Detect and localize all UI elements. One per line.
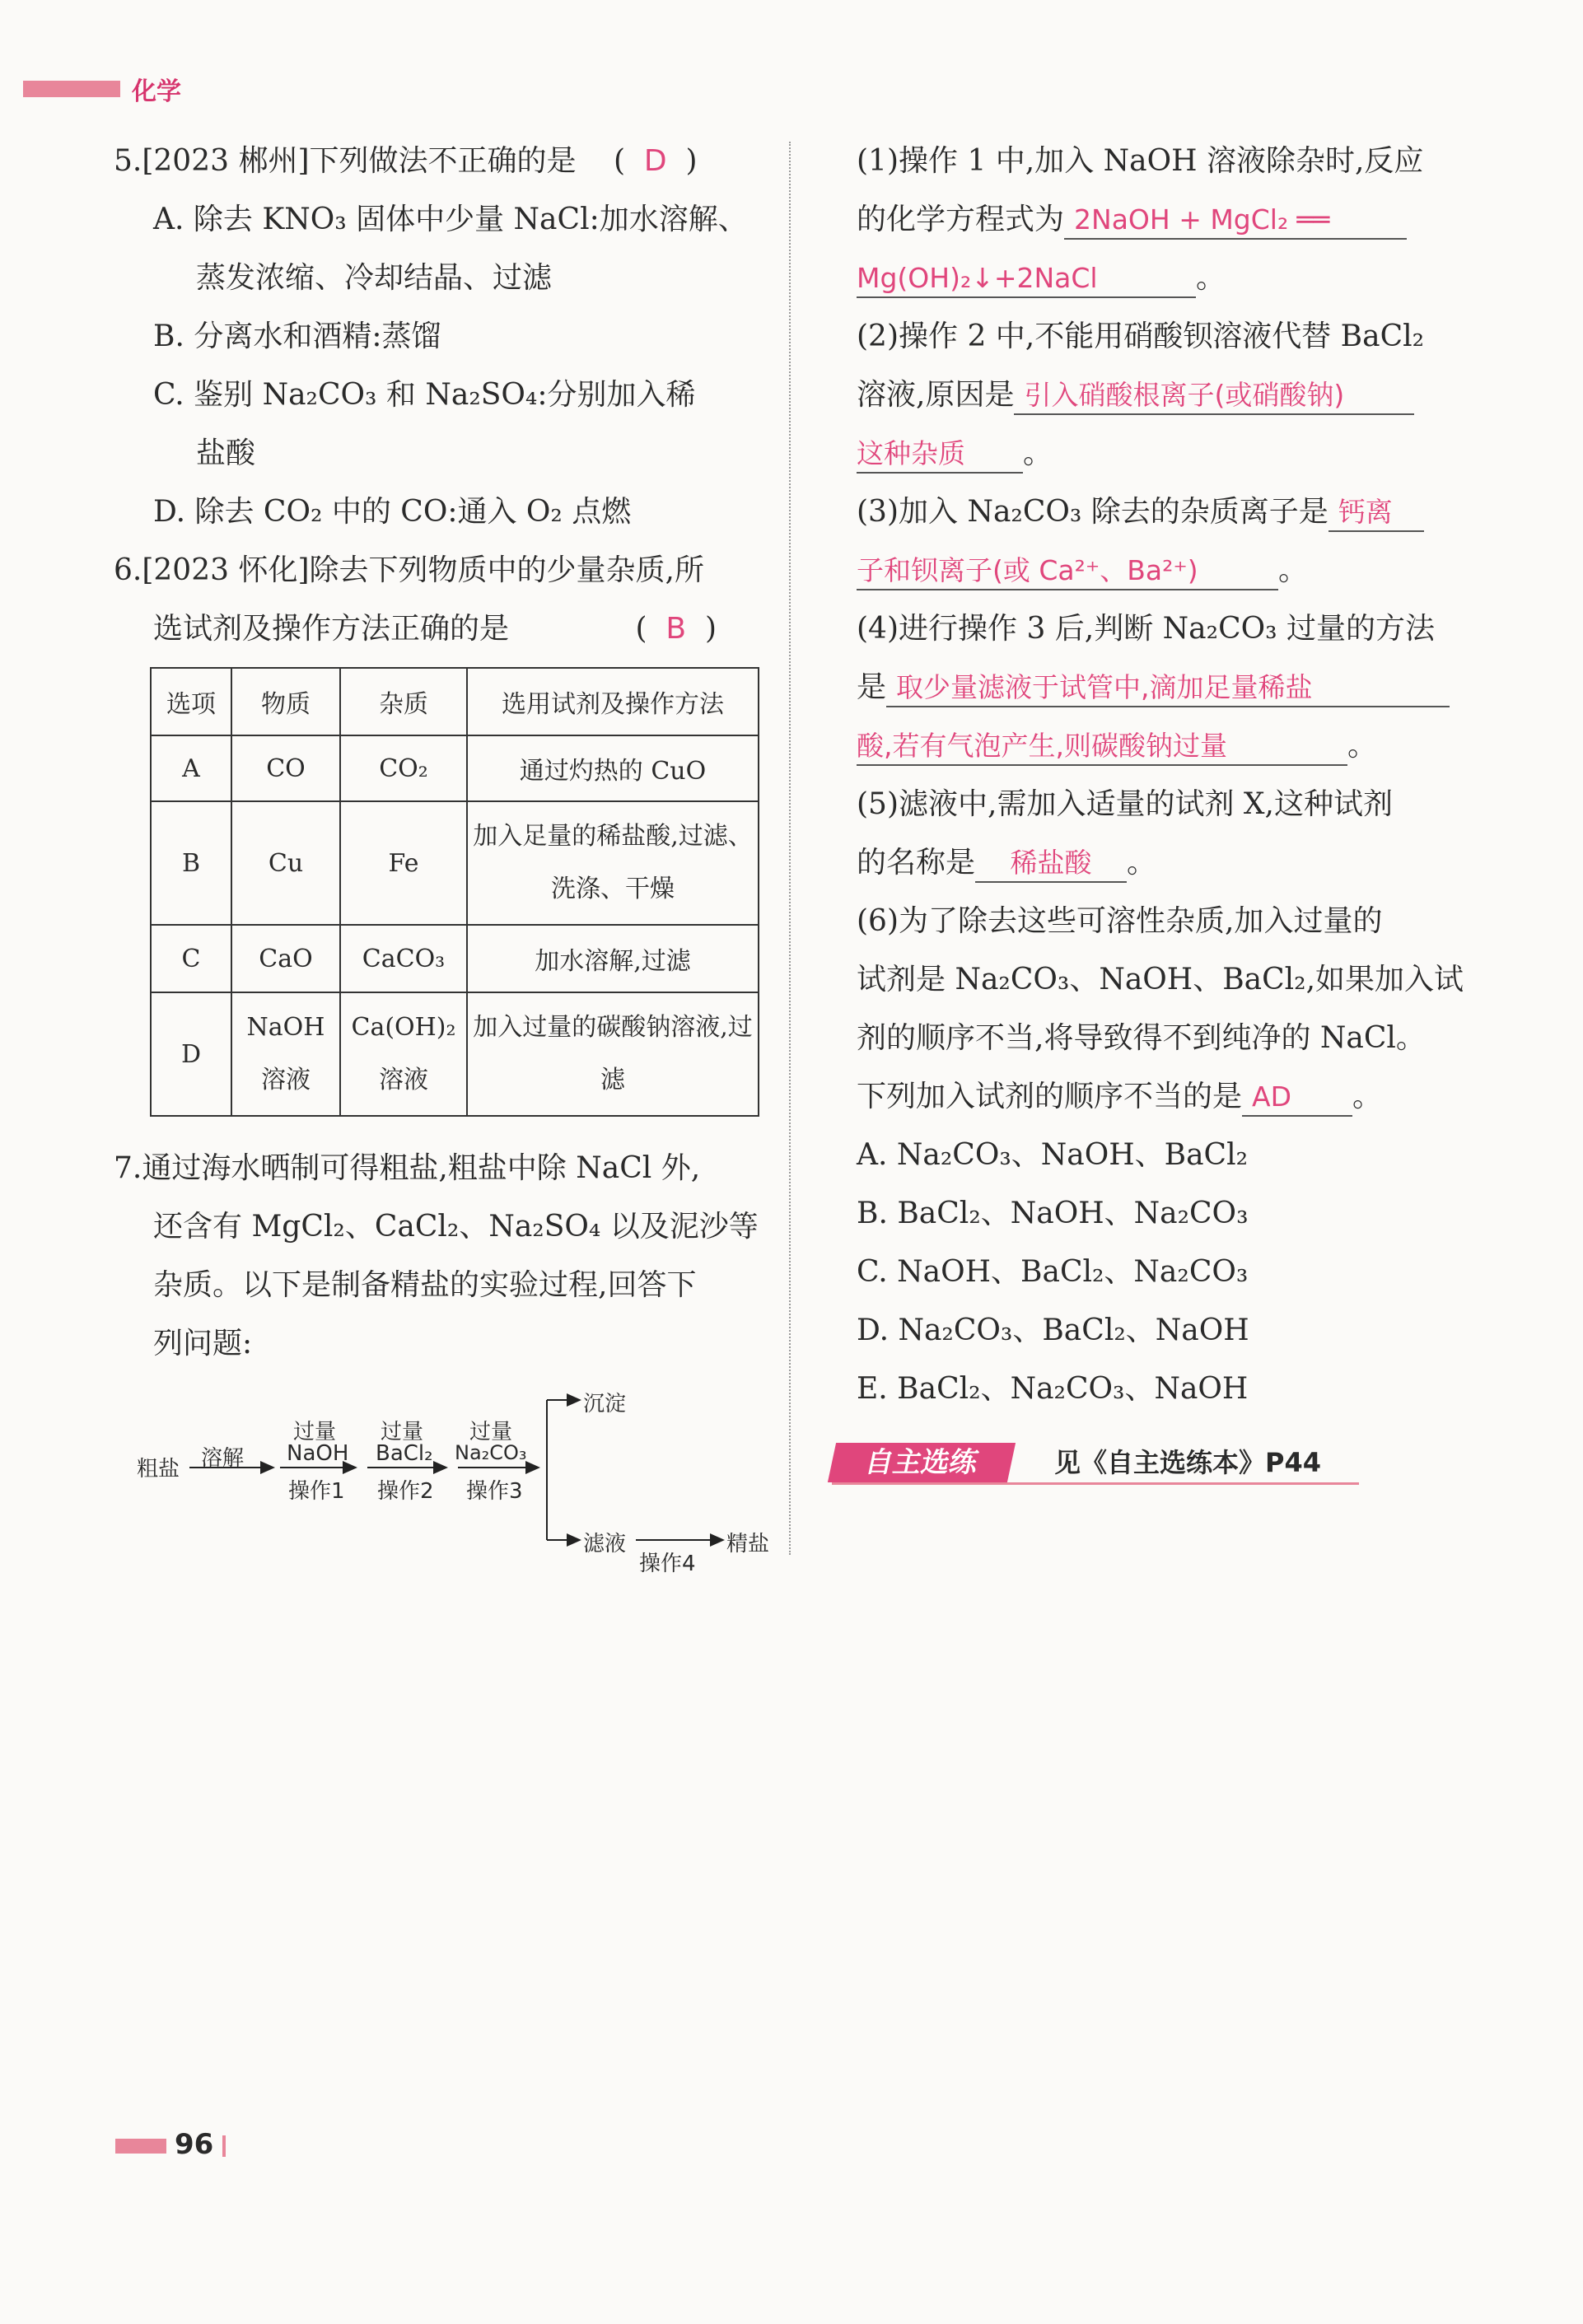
table-header-row: 选项 物质 杂质 选用试剂及操作方法 <box>151 668 759 735</box>
flow-dissolve: 溶解 <box>201 1446 245 1471</box>
flow-filtrate: 滤液 <box>583 1532 627 1556</box>
q6-stem: 6.[2023 怀化]除去下列物质中的少量杂质,所 <box>114 553 704 587</box>
subject-label: 化学 <box>132 77 181 106</box>
q7-p1-answer-2: Mg(OH)₂↓+2NaCl <box>857 260 1196 298</box>
q7-p6-option-b: B. BaCl₂、NaOH、Na₂CO₃ <box>857 1197 1249 1230</box>
q5-answer: D <box>643 144 667 178</box>
q7-p3-answer-2: 子和钡离子(或 Ca²⁺、Ba²⁺) <box>857 553 1278 590</box>
q7-p5-line2: 的名称是 稀盐酸 。 <box>857 833 1483 892</box>
flow-product: 精盐 <box>726 1532 770 1556</box>
flow-s3-op: 操作3 <box>466 1479 523 1504</box>
q7-p2-line3: 这种杂质 。 <box>857 424 1483 483</box>
table-row: C CaO CaCO₃ 加水溶解,过滤 <box>151 925 759 992</box>
right-column <box>857 132 1483 1418</box>
flow-s1-op: 操作1 <box>288 1479 345 1504</box>
q7-p6-option-a: A. Na₂CO₃、NaOH、BaCl₂ <box>857 1138 1249 1172</box>
q7-stem: 7.通过海水晒制可得粗盐,粗盐中除 NaCl 外, <box>114 1151 701 1185</box>
q7-stem-4: 列问题: <box>153 1327 253 1360</box>
q5-option-c-cont: 盐酸 <box>196 436 256 470</box>
practice-rule <box>832 1482 1359 1485</box>
q6-stem-cont: 选试剂及操作方法正确的是 ( B ) <box>153 612 717 646</box>
q5-option-a: A. 除去 KNO₃ 固体中少量 NaCl:加水溶解、 <box>153 203 748 236</box>
q7-p6-option-c: C. NaOH、BaCl₂、Na₂CO₃ <box>857 1255 1249 1289</box>
q7-stem-2: 还含有 MgCl₂、CaCl₂、Na₂SO₄ 以及泥沙等 <box>153 1210 759 1244</box>
header-tab <box>23 81 120 97</box>
q7-p2-answer-2: 这种杂质 <box>857 436 1023 474</box>
left-column <box>114 132 773 658</box>
q7-p5-answer: 稀盐酸 <box>975 845 1127 883</box>
column-divider <box>789 142 791 1555</box>
q5-stem: 5.[2023 郴州]下列做法不正确的是 ( D ) <box>114 144 698 178</box>
q7-p6-line2: 试剂是 Na₂CO₃、NaOH、BaCl₂,如果加入试 <box>857 963 1464 996</box>
q7-p6-option-e: E. BaCl₂、Na₂CO₃、NaOH <box>857 1372 1249 1406</box>
q6-table <box>150 667 759 1117</box>
q7-p1-line2: 的化学方程式为 2NaOH + MgCl₂ ══ <box>857 190 1483 249</box>
q7-p3-answer-1: 钙离 <box>1329 494 1424 532</box>
q7-p1-answer-1: 2NaOH + MgCl₂ ══ <box>1064 202 1407 240</box>
q7-p6-option-d: D. Na₂CO₃、BaCl₂、NaOH <box>857 1314 1249 1347</box>
practice-reference: 见《自主选练本》P44 <box>1054 1447 1321 1478</box>
q7-p1-line1: (1)操作 1 中,加入 NaOH 溶液除杂时,反应 <box>857 144 1424 178</box>
q7-p2-line2: 溶液,原因是 引入硝酸根离子(或硝酸钠) <box>857 366 1483 424</box>
q7-p4-line1: (4)进行操作 3 后,判断 Na₂CO₃ 过量的方法 <box>857 612 1436 646</box>
q7-p1-line3: Mg(OH)₂↓+2NaCl 。 <box>857 249 1483 307</box>
flow-op4: 操作4 <box>639 1552 696 1576</box>
footer-tab <box>115 2139 166 2154</box>
flow-diagram <box>132 1367 782 1576</box>
flow-s2-op: 操作2 <box>377 1479 434 1504</box>
q7-p2-line1: (2)操作 2 中,不能用硝酸钡溶液代替 BaCl₂ <box>857 320 1425 353</box>
flow-s2-reagent: BaCl₂ <box>376 1441 433 1466</box>
table-row: A CO CO₂ 通过灼热的 CuO <box>151 735 759 801</box>
table-row: B Cu Fe 加入足量的稀盐酸,过滤、洗涤、干燥 <box>151 801 759 925</box>
q7-p6-line3: 剂的顺序不当,将导致得不到纯净的 NaCl。 <box>857 1021 1426 1055</box>
flow-s1-top: 过量 <box>293 1420 337 1444</box>
q7-p3-line1: (3)加入 Na₂CO₃ 除去的杂质离子是 钙离 <box>857 483 1483 541</box>
page-number: 96 <box>175 2128 214 2161</box>
flow-s3-reagent: Na₂CO₃ <box>455 1441 527 1464</box>
q7-block <box>114 1139 773 1373</box>
q7-p4-answer-1: 取少量滤液于试管中,滴加足量稀盐 <box>886 670 1450 707</box>
flow-s1-reagent: NaOH <box>287 1441 349 1466</box>
q7-stem-3: 杂质。以下是制备精盐的实验过程,回答下 <box>153 1268 697 1302</box>
q7-p3-line2: 子和钡离子(或 Ca²⁺、Ba²⁺) 。 <box>857 541 1483 600</box>
practice-badge: 自主选练 <box>828 1443 1016 1482</box>
q5-option-d: D. 除去 CO₂ 中的 CO:通入 O₂ 点燃 <box>153 495 632 529</box>
q7-p4-answer-2: 酸,若有气泡产生,则碳酸钠过量 <box>857 728 1347 766</box>
q7-p4-line2: 是 取少量滤液于试管中,滴加足量稀盐 <box>857 658 1483 716</box>
flow-precipitate: 沉淀 <box>583 1392 627 1416</box>
flow-s3-top: 过量 <box>469 1420 513 1444</box>
flow-start: 粗盐 <box>137 1457 180 1482</box>
footer-bar <box>222 2135 226 2157</box>
q7-p6-line1: (6)为了除去这些可溶性杂质,加入过量的 <box>857 904 1383 938</box>
q7-p6-answer: AD <box>1242 1079 1352 1117</box>
q7-p6-line4: 下列加入试剂的顺序不当的是 AD 。 <box>857 1067 1483 1126</box>
q7-p5-line1: (5)滤液中,需加入适量的试剂 X,这种试剂 <box>857 787 1393 821</box>
q5-option-b: B. 分离水和酒精:蒸馏 <box>153 320 441 353</box>
q5-option-c: C. 鉴别 Na₂CO₃ 和 Na₂SO₄:分别加入稀 <box>153 378 696 412</box>
q6-answer: B <box>665 612 687 646</box>
q7-p2-answer-1: 引入硝酸根离子(或硝酸钠) <box>1014 377 1414 415</box>
flow-s2-top: 过量 <box>381 1420 424 1444</box>
table-row: D NaOH 溶液 Ca(OH)₂ 溶液 加入过量的碳酸钠溶液,过滤 <box>151 992 759 1116</box>
q7-p4-line3: 酸,若有气泡产生,则碳酸钠过量 。 <box>857 716 1483 775</box>
q5-option-a-cont: 蒸发浓缩、冷却结晶、过滤 <box>196 261 553 295</box>
